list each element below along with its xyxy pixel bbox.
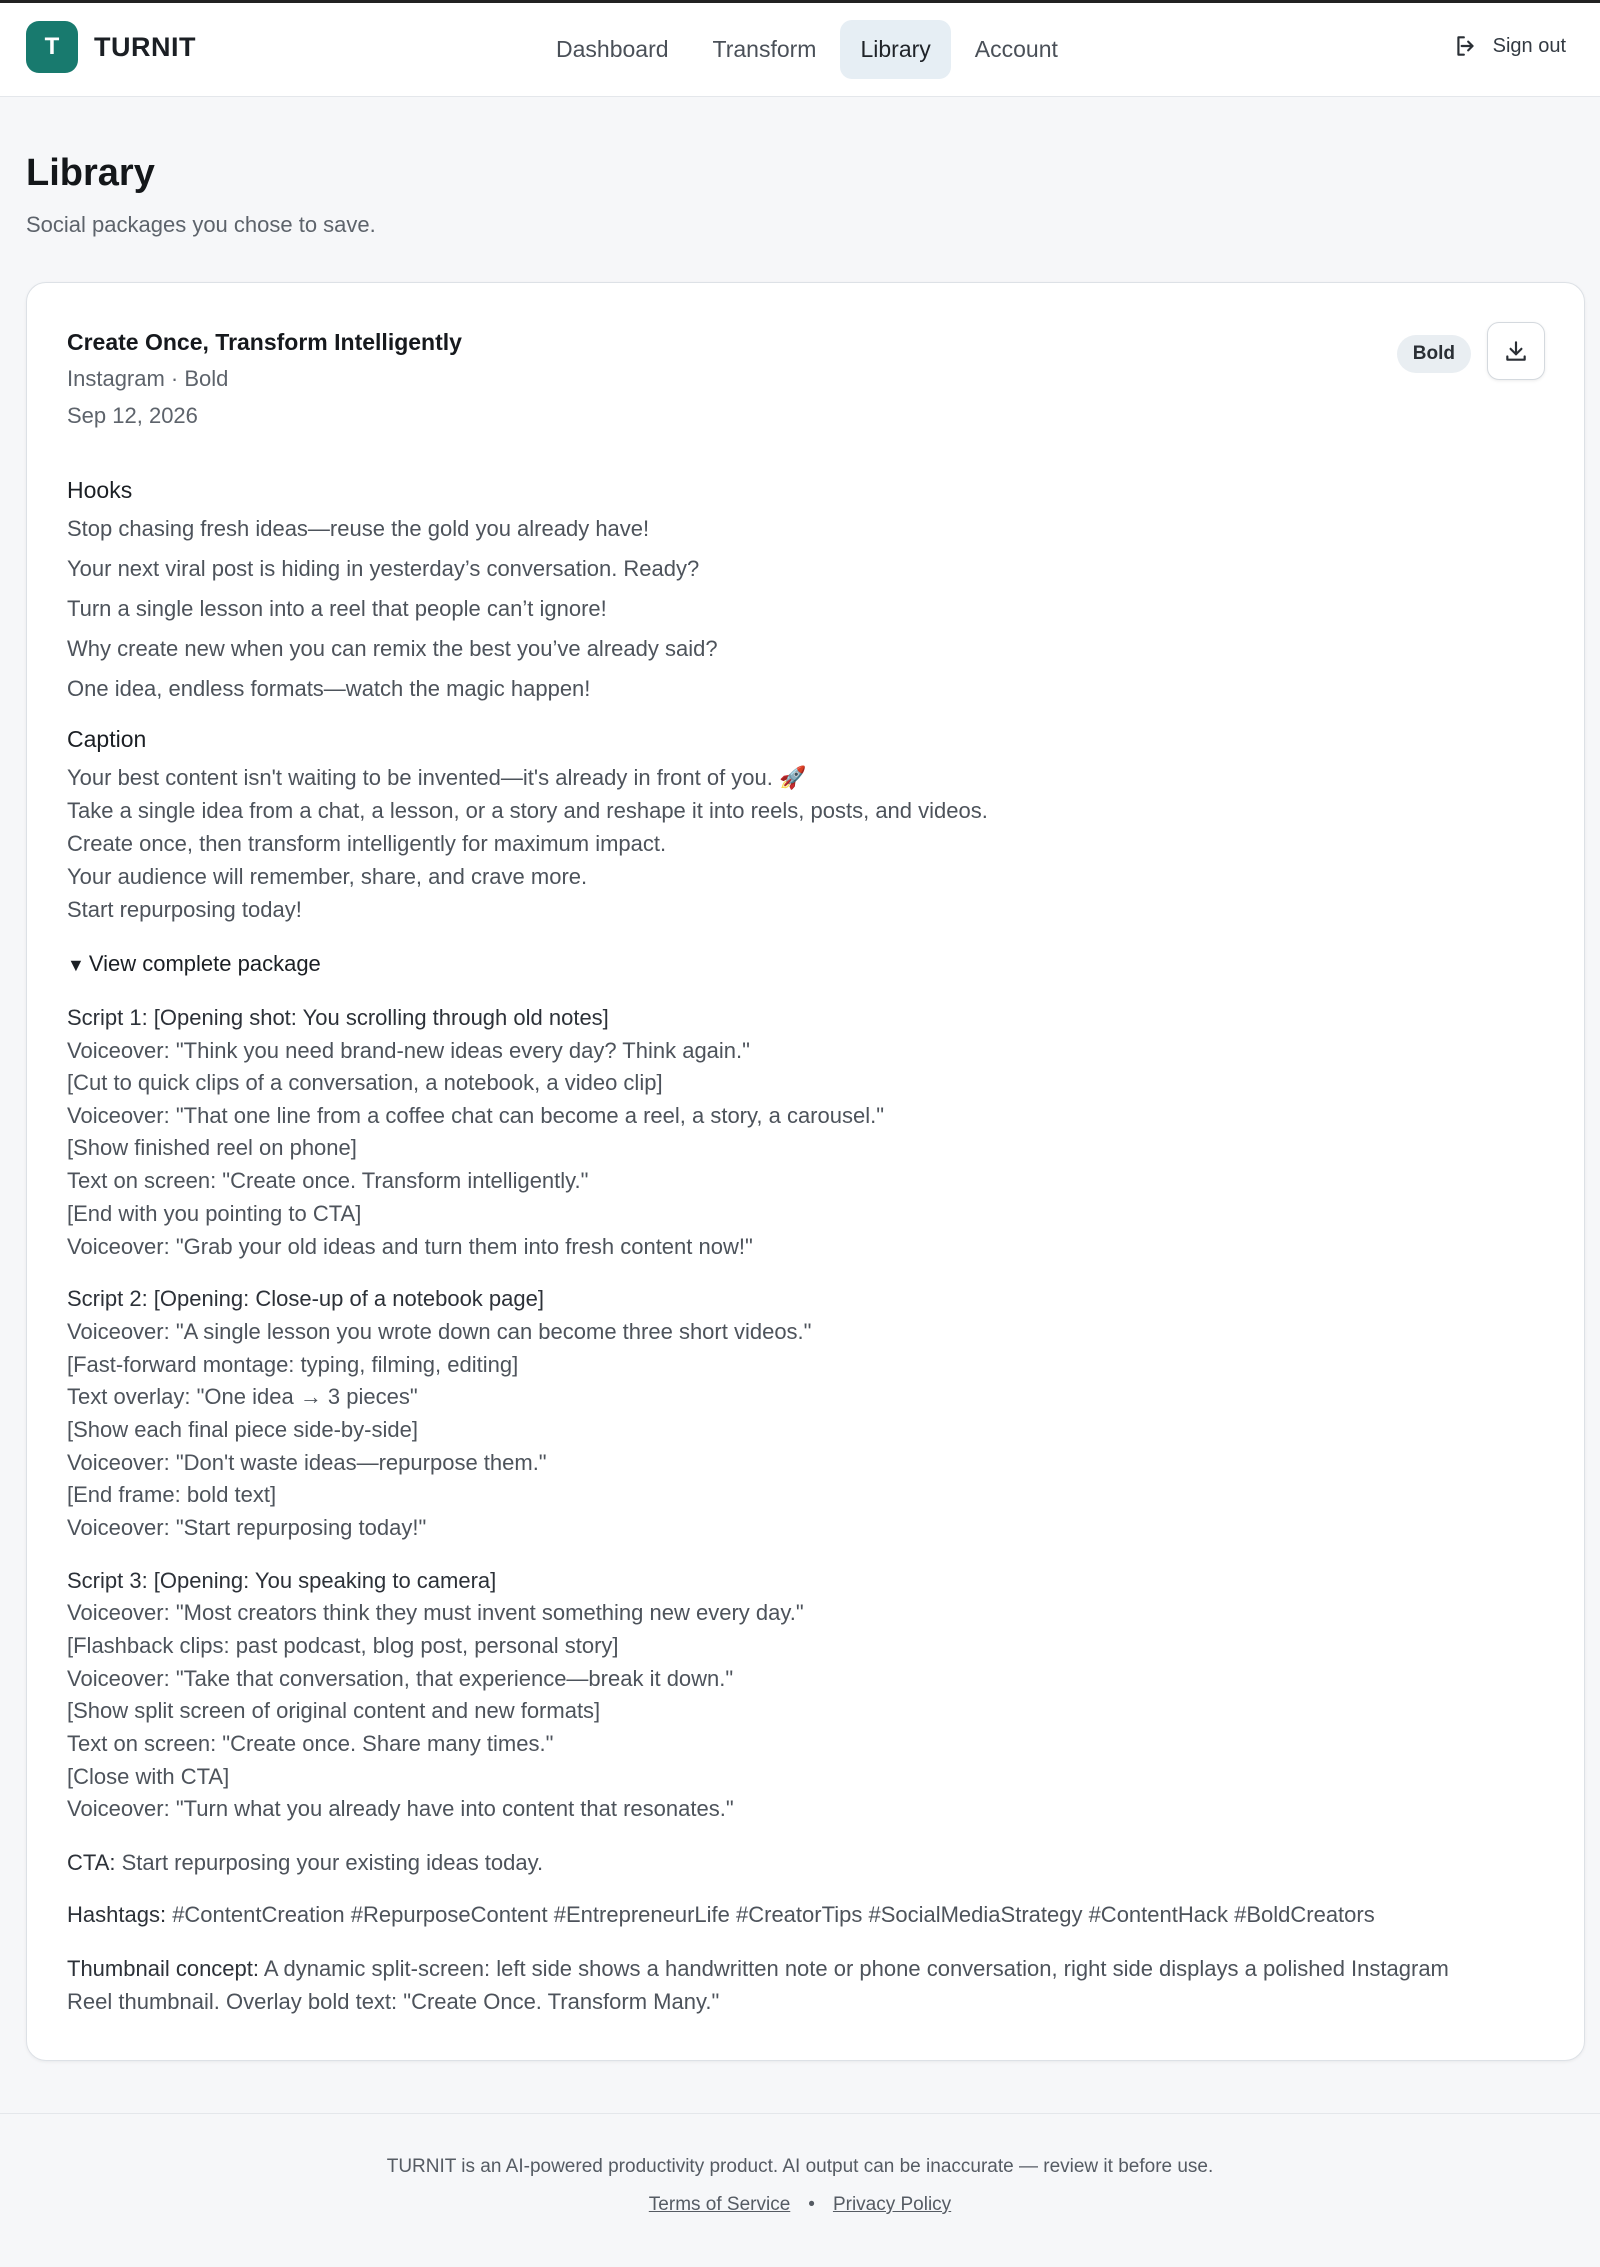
nav-transform[interactable]: Transform — [712, 36, 817, 62]
terms-of-service-link[interactable]: Terms of Service — [648, 2194, 791, 2215]
cta-row — [67, 1850, 543, 1876]
card-content — [67, 283, 1544, 2062]
script-line: Voiceover: "Start repurposing today!" — [67, 1515, 427, 1540]
script-line: Script 1: [Opening shot: You scrolling through old notes] — [67, 1005, 609, 1030]
nav-dashboard[interactable]: Dashboard — [556, 36, 669, 62]
saved-package-card — [26, 282, 1585, 2061]
thumbnail-text: A dynamic split-screen: left side shows a handwritten note or phone conversation, right side displays a polished Instagram — [263, 1956, 1449, 1981]
thumbnail-label: Thumbnail concept: — [67, 1956, 259, 1981]
toggle-label: View complete package — [88, 951, 321, 976]
brand[interactable] — [26, 21, 196, 73]
nav-library[interactable]: Library — [840, 20, 950, 79]
script-line: Voiceover: "Don't waste ideas—repurpose them." — [67, 1450, 547, 1475]
caption-line: Create once, then transform intelligently for maximum impact. — [67, 831, 667, 856]
caption-line: Start repurposing today! — [67, 897, 302, 922]
footer — [0, 2113, 1600, 2267]
package-meta: Instagram · Bold — [67, 366, 229, 391]
hook-item: Your next viral post is hiding in yesterday’s conversation. Ready? — [67, 556, 700, 581]
sign-out-label: Sign out — [1492, 34, 1566, 57]
script-line: Voiceover: "Most creators think they must invent something new every day." — [67, 1600, 804, 1625]
main-nav — [536, 20, 1082, 79]
cta-label: CTA: — [67, 1850, 116, 1875]
script-line: [Flashback clips: past podcast, blog post, personal story] — [67, 1633, 619, 1658]
script-line: Voiceover: "Think you need brand-new ideas every day? Think again." — [67, 1038, 750, 1063]
thumbnail-concept-line: Reel thumbnail. Overlay bold text: "Create Once. Transform Many." — [67, 1989, 720, 2014]
script-line: Text on screen: "Create once. Share many times." — [67, 1731, 554, 1756]
script-line: [Cut to quick clips of a conversation, a notebook, a video clip] — [67, 1070, 663, 1095]
script-line: Text on screen: "Create once. Transform intelligently." — [67, 1168, 589, 1193]
hooks-label: Hooks — [67, 477, 133, 503]
hashtags-label: Hashtags: — [67, 1902, 167, 1927]
script-line: [End with you pointing to CTA] — [67, 1201, 362, 1226]
tone-badge: Bold — [1397, 335, 1471, 373]
page-subtitle: Social packages you chose to save. — [26, 212, 376, 237]
script-line: [Show split screen of original content and new formats] — [67, 1698, 601, 1723]
link-separator: • — [808, 2194, 815, 2215]
download-icon — [1503, 338, 1529, 364]
brand-name: TURNIT — [94, 31, 196, 62]
script-line: Voiceover: "A single lesson you wrote down can become three short videos." — [67, 1319, 812, 1344]
script-line: Voiceover: "Grab your old ideas and turn them into fresh content now!" — [67, 1234, 753, 1259]
hook-item: One idea, endless formats—watch the magic happen! — [67, 676, 591, 701]
script-line: Script 2: [Opening: Close-up of a notebook page] — [67, 1286, 544, 1311]
thumbnail-concept-row — [67, 1956, 1449, 1982]
package-title: Create Once, Transform Intelligently — [67, 329, 462, 355]
script-line: [Show each final piece side-by-side] — [67, 1417, 418, 1442]
nav-account[interactable]: Account — [974, 36, 1058, 62]
hashtags-text: #ContentCreation #RepurposeContent #EntrepreneurLife #CreatorTips #SocialMediaStrategy #ContentHack #BoldCreators — [172, 1902, 1375, 1927]
script-line: Voiceover: "Turn what you already have into content that resonates." — [67, 1796, 734, 1821]
hook-item: Why create new when you can remix the best you’ve already said? — [67, 636, 718, 661]
hook-item: Turn a single lesson into a reel that people can’t ignore! — [67, 596, 607, 621]
hashtags-row — [67, 1902, 1375, 1928]
download-button[interactable] — [1487, 322, 1545, 380]
cta-text: Start repurposing your existing ideas today. — [121, 1850, 544, 1875]
page-title: Library — [26, 152, 155, 194]
caption-label: Caption — [67, 726, 147, 752]
script-line: [Fast-forward montage: typing, filming, editing] — [67, 1352, 519, 1377]
legal-links — [0, 2194, 1600, 2216]
top-navigation-bar — [0, 0, 1600, 97]
sign-out-button[interactable] — [1453, 33, 1566, 59]
view-complete-package-toggle[interactable] — [67, 951, 321, 977]
script-line: [Close with CTA] — [67, 1764, 230, 1789]
hook-item: Stop chasing fresh ideas—reuse the gold you already have! — [67, 516, 650, 541]
ai-disclaimer: TURNIT is an AI-powered productivity product. AI output can be inaccurate — review it before use. — [386, 2156, 1214, 2177]
script-line: Voiceover: "Take that conversation, that experience—break it down." — [67, 1666, 734, 1691]
sign-out-icon — [1453, 33, 1479, 59]
caption-line: Your best content isn't waiting to be invented—it's already in front of you. 🚀 — [67, 765, 807, 790]
script-line: [End frame: bold text] — [67, 1482, 277, 1507]
script-line: Voiceover: "That one line from a coffee chat can become a reel, a story, a carousel." — [67, 1103, 885, 1128]
script-line: [Show finished reel on phone] — [67, 1135, 357, 1160]
caption-line: Take a single idea from a chat, a lesson, or a story and reshape it into reels, posts, and videos. — [67, 798, 988, 823]
script-line: Script 3: [Opening: You speaking to camera] — [67, 1568, 497, 1593]
triangle-down-icon: ▼ — [67, 955, 85, 975]
caption-line: Your audience will remember, share, and crave more. — [67, 864, 588, 889]
script-line: Text overlay: "One idea → 3 pieces" — [67, 1384, 418, 1409]
package-date: Sep 12, 2026 — [67, 403, 198, 428]
privacy-policy-link[interactable]: Privacy Policy — [832, 2194, 952, 2215]
logo-icon: T — [26, 21, 78, 73]
